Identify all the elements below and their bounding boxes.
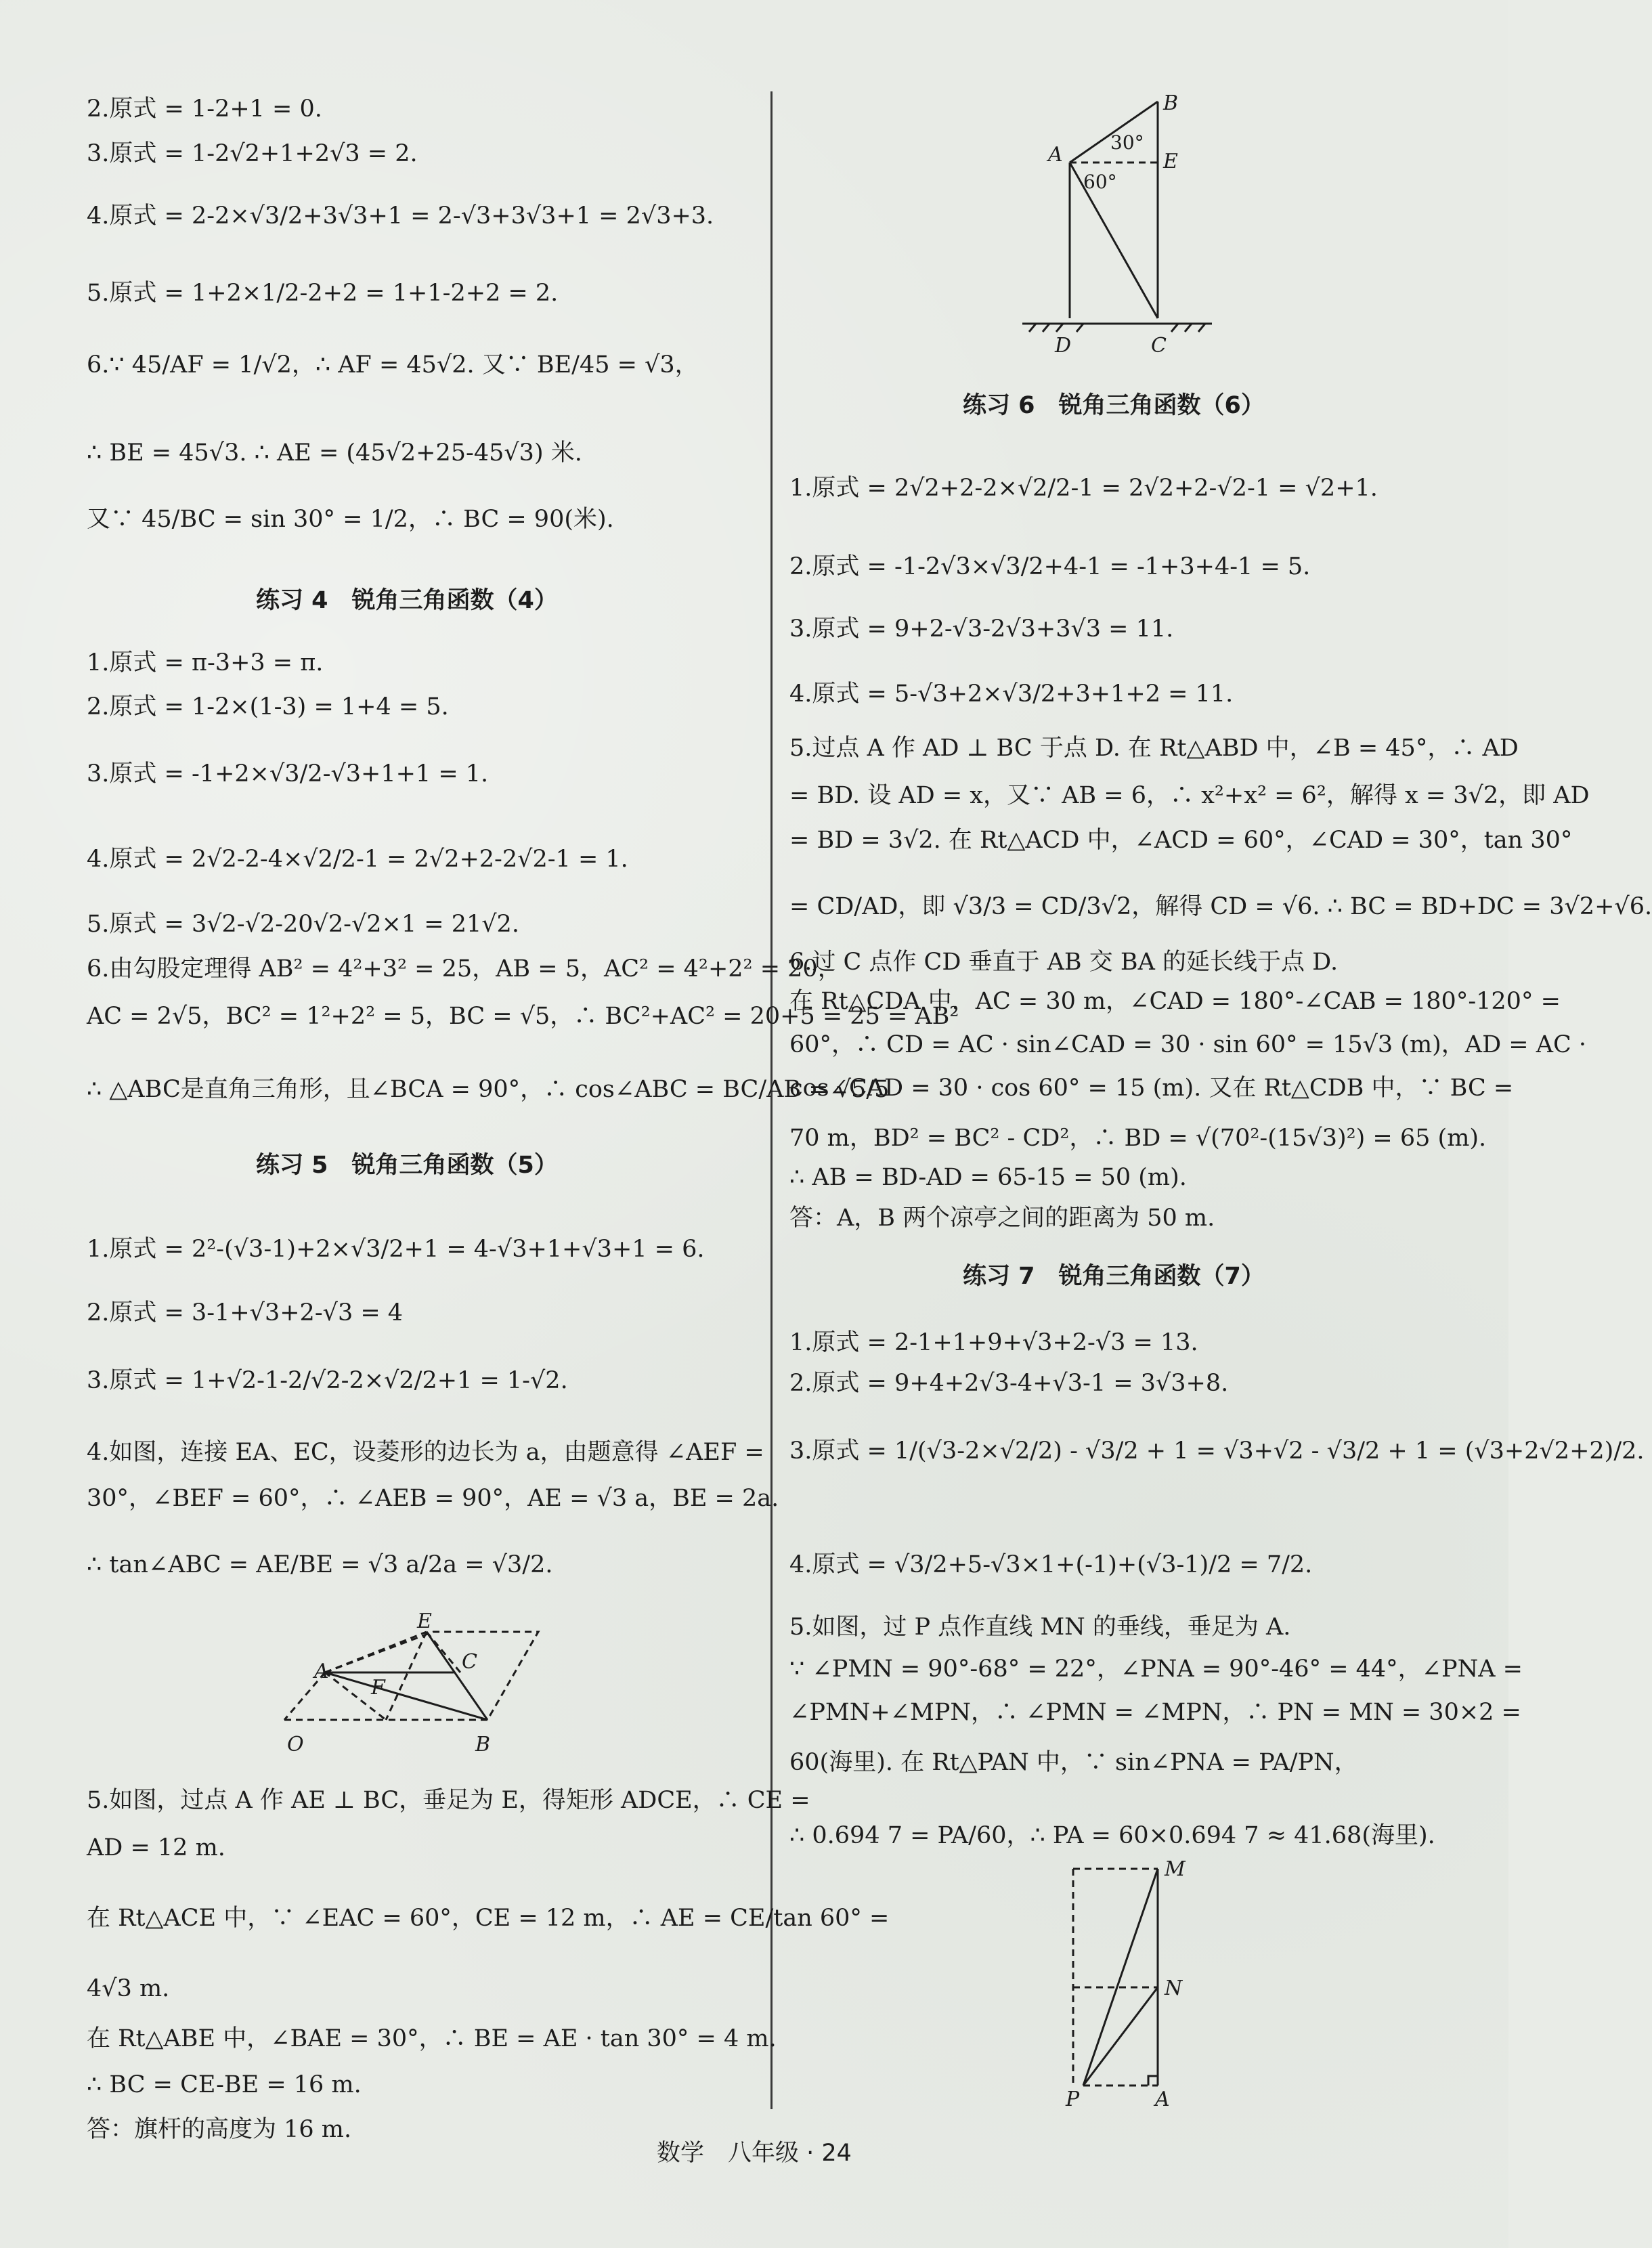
answer-line: 4.原式 = 5-√3+2×√3/2+3+1+2 = 11.	[789, 680, 1234, 708]
answer-line: 3.原式 = -1+2×√3/2-√3+1+1 = 1.	[87, 760, 489, 787]
answer-line: ∴ 0.694 7 = PA/60，∴ PA = 60×0.694 7 ≈ 41.68(海里).	[789, 1822, 1435, 1849]
answer-line: 5.如图，过点 A 作 AE ⊥ BC，垂足为 E，得矩形 ADCE，∴ CE =	[87, 1787, 810, 1814]
answer-line: 2.原式 = 9+4+2√3-4+√3-1 = 3√3+8.	[789, 1370, 1229, 1397]
answer-line: ∴ tan∠ABC = AE/BE = √3 a/2a = √3/2.	[87, 1551, 553, 1578]
answer-line: 60(海里). 在 Rt△PAN 中，∵ sin∠PNA = PA/PN，	[789, 1749, 1358, 1776]
segment-PM	[1083, 1869, 1158, 2085]
label-P: P	[1066, 2088, 1080, 2111]
answer-line: ∠PMN+∠MPN，∴ ∠PMN = ∠MPN，∴ PN = MN = 30×2 =	[789, 1699, 1521, 1726]
label-B: B	[1163, 91, 1179, 115]
label-F: F	[371, 1676, 385, 1700]
answer-line: 在 Rt△ABE 中，∠BAE = 30°，∴ BE = AE · tan 30° = 4 m.	[87, 2025, 777, 2052]
answer-line: 30°，∠BEF = 60°，∴ ∠AEB = 90°，AE = √3 a，BE = 2a.	[87, 1485, 779, 1512]
answer-line: 6.∵ 45/AF = 1/√2，∴ AF = 45√2. 又∵ BE/45 = √3，	[87, 351, 699, 379]
label-C: C	[462, 1650, 477, 1674]
answer-line: 5.过点 A 作 AD ⊥ BC 于点 D. 在 Rt△ABD 中，∠B = 45°，∴ AD	[789, 735, 1519, 762]
answer-line: 3.原式 = 1-2√2+1+2√3 = 2.	[87, 140, 418, 167]
right-angle-mark	[1148, 2076, 1158, 2085]
answer-line: 又∵ 45/BC = sin 30° = 1/2，∴ BC = 90(米).	[87, 506, 614, 533]
answer-line: 1.原式 = π-3+3 = π.	[87, 649, 324, 676]
tower-figure	[1016, 88, 1239, 359]
answer-line: 4.原式 = 2-2×√3/2+3√3+1 = 2-√3+3√3+1 = 2√3+3.	[87, 202, 714, 230]
label-A: A	[1048, 143, 1063, 167]
answer-line: ∵ ∠PMN = 90°-68° = 22°，∠PNA = 90°-46° = 44°，∠PNA =	[789, 1656, 1523, 1683]
answer-line: 3.原式 = 1+√2-1-2/√2-2×√2/2+1 = 1-√2.	[87, 1367, 568, 1394]
answer-line: 2.原式 = 1-2+1 = 0.	[87, 95, 322, 123]
answer-line: = CD/AD，即 √3/3 = CD/3√2，解得 CD = √6. ∴ BC = BD+DC = 3√2+√6.	[789, 893, 1652, 920]
answer-line: ∴ BC = CE-BE = 16 m.	[87, 2071, 362, 2098]
answer-line: 2.原式 = -1-2√3×√3/2+4-1 = -1+3+4-1 = 5.	[789, 553, 1311, 580]
segment-PN	[1083, 1987, 1158, 2085]
answer-line: 2.原式 = 1-2×(1-3) = 1+4 = 5.	[87, 693, 449, 720]
label-A: A	[314, 1660, 329, 1683]
answer-line: 6.由勾股定理得 AB² = 4²+3² = 25，AB = 5，AC² = 4²+2² = 20，	[87, 955, 842, 982]
answer-line: 6.过 C 点作 CD 垂直于 AB 交 BA 的延长线于点 D.	[789, 949, 1339, 976]
label-M: M	[1165, 1857, 1186, 1881]
answer-line: 5.原式 = 1+2×1/2-2+2 = 1+1-2+2 = 2.	[87, 280, 559, 307]
answer-line: 1.原式 = 2-1+1+9+√3+2-√3 = 13.	[789, 1329, 1198, 1356]
answer-line: 4.如图，连接 EA、EC，设菱形的边长为 a，由题意得 ∠AEF =	[87, 1439, 764, 1466]
section-heading: 练习 5 锐角三角函数（5）	[256, 1152, 558, 1179]
answer-line: ∴ BE = 45√3. ∴ AE = (45√2+25-45√3) 米.	[87, 439, 582, 467]
label-D: D	[1055, 334, 1072, 358]
label-C: C	[1151, 334, 1167, 358]
answer-line: 答：A，B 两个凉亭之间的距离为 50 m.	[789, 1205, 1215, 1232]
answer-line: 在 Rt△ACE 中，∵ ∠EAC = 60°，CE = 12 m，∴ AE = CE/tan 60° =	[87, 1905, 890, 1932]
answer-line: 1.原式 = 2²-(√3-1)+2×√3/2+1 = 4-√3+1+√3+1 = 6.	[87, 1236, 705, 1263]
answer-line: 2.原式 = 3-1+√3+2-√3 = 4	[87, 1299, 404, 1326]
answer-line: 5.如图，过 P 点作直线 MN 的垂线，垂足为 A.	[789, 1614, 1291, 1641]
label-N: N	[1165, 1976, 1183, 2000]
answer-line: 答：旗杆的高度为 16 m.	[87, 2116, 352, 2143]
answer-line: 4.原式 = 2√2-2-4×√2/2-1 = 2√2+2-2√2-1 = 1.	[87, 846, 628, 873]
section-heading: 练习 6 锐角三角函数（6）	[963, 392, 1265, 419]
navigation-figure	[1043, 1855, 1266, 2113]
rhombus-figure	[284, 1609, 569, 1774]
answer-line: ∴ AB = BD-AD = 65-15 = 50 (m).	[789, 1164, 1187, 1191]
answer-line: 1.原式 = 2√2+2-2×√2/2-1 = 2√2+2-√2-1 = √2+1.	[789, 475, 1378, 502]
answer-line: 在 Rt△CDA 中，AC = 30 m，∠CAD = 180°-∠CAB = 180°-120° =	[789, 988, 1561, 1015]
rhombus-dashed-outline	[325, 1632, 538, 1720]
answer-line: 3.原式 = 9+2-√3-2√3+3√3 = 11.	[789, 615, 1174, 643]
answer-line: = BD = 3√2. 在 Rt△ACD 中，∠ACD = 60°，∠CAD = 30°，tan 30°	[789, 827, 1573, 854]
page-footer: 数学 八年级 · 24	[657, 2140, 852, 2167]
label-A: A	[1155, 2088, 1170, 2111]
segment-EB	[427, 1632, 487, 1720]
answer-line: = BD. 设 AD = x，又∵ AB = 6，∴ x²+x² = 6²，解得 x = 3√2，即 AD	[789, 782, 1590, 809]
segment-AB	[325, 1672, 487, 1720]
section-heading: 练习 4 锐角三角函数（4）	[256, 587, 558, 614]
angle-label-60: 60°	[1083, 171, 1117, 193]
answer-line: 60°，∴ CD = AC · sin∠CAD = 30 · sin 60° = 15√3 (m)，AD = AC ·	[789, 1031, 1587, 1058]
answer-line: AD = 12 m.	[87, 1834, 225, 1861]
label-E: E	[1163, 150, 1178, 173]
angle-label-30: 30°	[1110, 131, 1144, 154]
answer-line: 4√3 m.	[87, 1975, 170, 2002]
answer-line: cos∠CAD = 30 · cos 60° = 15 (m). 又在 Rt△CDB 中，∵ BC =	[789, 1075, 1514, 1102]
label-B: B	[475, 1733, 491, 1756]
ground-hatch	[1029, 324, 1205, 332]
answer-line: 70 m，BD² = BC² - CD²，∴ BD = √(70²-(15√3)²) = 65 (m).	[789, 1125, 1487, 1152]
answer-line: 4.原式 = √3/2+5-√3×1+(-1)+(√3-1)/2 = 7/2.	[789, 1551, 1313, 1578]
label-O: O	[287, 1733, 304, 1756]
answer-line: 5.原式 = 3√2-√2-20√2-√2×1 = 21√2.	[87, 911, 519, 938]
answer-line: ∴ △ABC是直角三角形，且∠BCA = 90°，∴ cos∠ABC = BC/AB = √5/5	[87, 1076, 890, 1103]
answer-line: 3.原式 = 1/(√3-2×√2/2) - √3/2 + 1 = √3+√2 - √3/2 + 1 = (√3+2√2+2)/2.	[789, 1438, 1645, 1465]
label-E: E	[417, 1609, 432, 1633]
answer-line: AC = 2√5，BC² = 1²+2² = 5，BC = √5，∴ BC²+AC² = 20+5 = 25 = AB²	[87, 1003, 959, 1030]
section-heading: 练习 7 锐角三角函数（7）	[963, 1263, 1265, 1290]
